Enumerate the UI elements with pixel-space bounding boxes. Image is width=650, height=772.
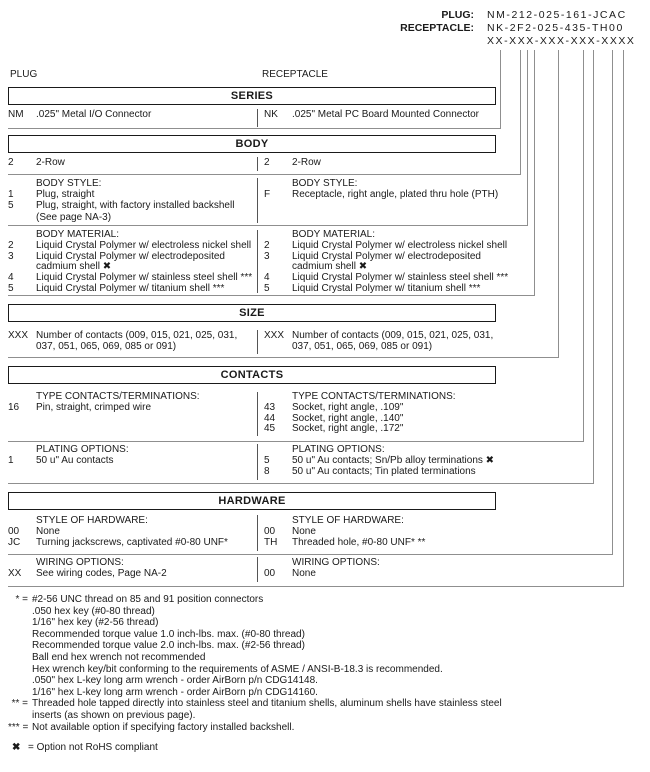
heading-spacer: [264, 178, 292, 189]
option-text: Turning jackscrews, captivated #0-80 UNF*: [36, 537, 228, 549]
contact-type-plug-cell: [8, 392, 256, 436]
option-text: Liquid Crystal Polymer w/ electroless nickel shell: [36, 239, 252, 251]
body-material-receptacle-cell: [257, 229, 509, 294]
option-line: [264, 526, 500, 537]
receptacle-column-title: RECEPTACLE: [262, 69, 328, 80]
section-header-series: [8, 87, 496, 105]
option-text: 50 u" Au contacts; Sn/Pb alloy terminations ✖: [292, 455, 495, 467]
option-code: NM: [8, 109, 24, 120]
part-number-mask: XX-XXX-XXX-XXX-XXXX: [487, 35, 636, 47]
option-line: [264, 466, 500, 477]
section-title: BODY: [235, 138, 269, 150]
footnote-triple-star: [8, 722, 502, 734]
option-text: Liquid Crystal Polymer w/ electrodeposited: [292, 250, 481, 262]
plating-row: [8, 444, 500, 480]
option-code: 1: [8, 455, 14, 467]
option-text: Threaded hole, #0-80 UNF* **: [292, 537, 426, 549]
option-code: 00: [8, 526, 20, 538]
option-text-continuation: cadmium shell ✖: [36, 261, 112, 273]
option-line: [264, 330, 500, 341]
option-text: 50 u" Au contacts; Tin plated terminations: [292, 466, 476, 478]
option-code: JC: [8, 537, 21, 549]
size-row: [8, 330, 500, 354]
option-text-continuation: 037, 051, 065, 069, 085 or 091): [36, 341, 177, 353]
option-text: Socket, right angle, .172": [292, 423, 404, 435]
hardware-style-row: [8, 515, 500, 551]
option-code: XXX: [264, 330, 285, 341]
body-material-row: [8, 229, 509, 294]
option-code: 16: [8, 401, 20, 413]
footnote-star-line: .050 hex key (#0-80 thread): [32, 605, 155, 617]
option-line: [264, 568, 500, 579]
option-code: 1: [8, 189, 14, 201]
heading-spacer: [8, 178, 36, 189]
row-heading: BODY STYLE:: [292, 178, 358, 189]
footnote-star-line: Ball end hex wrench not recommended: [32, 651, 206, 663]
option-text: Liquid Crystal Polymer w/ stainless steel shell ***: [36, 272, 253, 284]
option-line: [8, 526, 256, 537]
body-rowcount-receptacle-cell: [257, 157, 500, 171]
option-line: [264, 157, 500, 168]
option-text: Number of contacts (009, 015, 021, 025, 031,: [292, 330, 494, 341]
option-line: [8, 109, 256, 120]
option-text: 2-Row: [292, 157, 321, 168]
section-header-contacts: [8, 366, 496, 384]
rohs-x-icon: ✖: [12, 742, 21, 754]
option-code-spacer: [8, 212, 36, 223]
row-heading: STYLE OF HARDWARE:: [36, 515, 148, 526]
option-line: [264, 239, 508, 252]
contact-type-row: [8, 392, 500, 436]
section-title: HARDWARE: [218, 495, 286, 507]
contact-type-receptacle-cell: [257, 392, 500, 436]
wiring-plug-cell: [8, 557, 256, 582]
option-code: 4: [264, 272, 270, 284]
option-code: F: [264, 189, 271, 201]
section-header-size: [8, 304, 496, 322]
option-text: .025" Metal I/O Connector: [36, 109, 152, 120]
footnote-triple-star-prefix: *** =: [8, 721, 29, 733]
option-text-continuation: (See page NA-3): [36, 211, 112, 223]
plating-plug-cell: [8, 444, 256, 480]
receptacle-part-number: NK-2F2-025-435-TH00: [487, 22, 624, 34]
size-receptacle-cell: [257, 330, 500, 354]
option-line: [8, 212, 256, 223]
option-line: [8, 284, 256, 295]
option-line: [8, 330, 256, 341]
option-code: 5: [264, 282, 270, 294]
option-text: Plug, straight, with factory installed backshell: [36, 200, 235, 212]
footnote-double-star-continuation: inserts (as shown on previous page).: [32, 709, 196, 721]
heading-spacer: [8, 557, 36, 568]
option-code: 45: [264, 423, 276, 435]
option-code: 8: [264, 466, 270, 478]
option-text: Liquid Crystal Polymer w/ stainless steel shell ***: [292, 272, 509, 284]
row-heading: BODY MATERIAL:: [292, 229, 375, 240]
size-plug-cell: [8, 330, 256, 354]
series-receptacle-cell: [257, 109, 500, 127]
footnote-double-star-text: Threaded hole tapped directly into stainless steel and titanium shells, aluminum shells have stainless steel: [32, 698, 502, 710]
option-line: [264, 284, 500, 295]
option-code: 2: [264, 239, 270, 251]
option-text: Liquid Crystal Polymer w/ titanium shell ***: [292, 282, 481, 294]
footnote-star-line: Recommended torque value 2.0 inch-lbs. max. (#2-56 thread): [32, 640, 305, 652]
option-line: [8, 537, 256, 548]
option-line: [8, 341, 256, 352]
option-text: .025" Metal PC Board Mounted Connector: [292, 109, 479, 120]
row-heading: BODY STYLE:: [36, 178, 102, 189]
option-code: 2: [264, 157, 270, 168]
row-heading: TYPE CONTACTS/TERMINATIONS:: [292, 391, 456, 402]
option-line: [264, 109, 500, 120]
option-code: 2: [8, 157, 14, 168]
section-header-body: [8, 135, 496, 153]
option-code: 00: [264, 568, 276, 580]
hardware-style-plug-cell: [8, 515, 256, 551]
footnotes: [8, 594, 502, 754]
option-code: 43: [264, 401, 276, 413]
wiring-row: [8, 557, 500, 582]
part-number-mask-row: [400, 35, 645, 48]
option-text: Liquid Crystal Polymer w/ electrodeposited: [36, 250, 225, 262]
option-line: [8, 157, 256, 168]
footnote-triple-star-text: Not available option if specifying factory installed backshell.: [32, 721, 295, 733]
option-code: 00: [264, 526, 276, 538]
heading-spacer: [264, 444, 292, 455]
option-line: [264, 424, 500, 435]
footnote-double-star-prefix: ** =: [11, 698, 28, 710]
option-text: See wiring codes, Page NA-2: [36, 568, 167, 580]
series-row: [8, 109, 500, 127]
row-heading: PLATING OPTIONS:: [36, 444, 129, 455]
footnote-star-line: 1/16" hex key (#2-56 thread): [32, 617, 159, 629]
body-material-plug-cell: [8, 230, 256, 293]
option-text: None: [292, 568, 316, 580]
footnote-star-line: Recommended torque value 1.0 inch-lbs. max. (#0-80 thread): [32, 628, 305, 640]
option-text-continuation: 037, 051, 065, 069, 085 or 091): [292, 341, 433, 353]
footnote-double-star: [8, 698, 502, 710]
heading-spacer: [264, 515, 292, 526]
body-rowcount-plug-cell: [8, 157, 256, 171]
option-text: 50 u" Au contacts: [36, 455, 114, 467]
option-line: [8, 241, 256, 252]
option-text: Liquid Crystal Polymer w/ titanium shell ***: [36, 282, 225, 294]
option-line: [8, 455, 256, 466]
option-line: [264, 341, 500, 352]
option-text: Receptacle, right angle, plated thru hole (PTH): [292, 189, 499, 201]
option-code-spacer: [264, 341, 292, 352]
option-code: TH: [264, 537, 278, 549]
option-line: [8, 189, 256, 200]
section-header-hardware: [8, 492, 496, 510]
option-line: [264, 189, 500, 200]
row-heading: BODY MATERIAL:: [36, 229, 119, 240]
option-line: [264, 455, 500, 466]
option-text-continuation: cadmium shell ✖: [292, 261, 368, 273]
body-style-plug-cell: [8, 178, 256, 223]
plug-part-number-row: [400, 9, 645, 22]
option-text: Liquid Crystal Polymer w/ electroless nickel shell: [292, 239, 508, 251]
heading-spacer: [264, 557, 292, 568]
plug-column-title: PLUG: [10, 69, 38, 80]
option-line: [8, 403, 256, 414]
footnote-star-line: .050" hex L-key long arm wrench - order AirBorn p/n CDG14148.: [32, 675, 318, 687]
footnote-star-text: #2-56 UNC thread on 85 and 91 position connectors: [32, 594, 264, 605]
option-code-spacer: [8, 341, 36, 352]
row-heading: WIRING OPTIONS:: [292, 557, 380, 568]
option-text: Number of contacts (009, 015, 021, 025, 031,: [36, 330, 238, 341]
part-number-header: [400, 9, 645, 48]
option-line: [264, 537, 500, 548]
body-style-row: [8, 178, 500, 223]
option-code: 4: [8, 272, 14, 284]
body-rowcount-row: [8, 157, 500, 171]
receptacle-label: RECEPTACLE:: [400, 22, 474, 34]
plug-label: PLUG:: [441, 9, 474, 21]
hardware-style-receptacle-cell: [257, 515, 500, 551]
footnote-star-line: 1/16" hex L-key long arm wrench - order AirBorn p/n CDG14160.: [32, 686, 318, 698]
option-code: 5: [264, 455, 270, 467]
option-code: 3: [264, 250, 270, 262]
option-text: Pin, straight, crimped wire: [36, 401, 152, 413]
option-code: 3: [8, 250, 14, 262]
footnote-star-prefix: * =: [15, 594, 28, 605]
section-title: SIZE: [239, 307, 265, 319]
option-code: NK: [264, 109, 278, 120]
footnote-star-line: Hex wrench key/bit conforming to the requirements of ASME / ANSI-B-18.3 is recommended.: [32, 663, 443, 675]
wiring-receptacle-cell: [257, 557, 500, 582]
option-text: None: [292, 526, 316, 538]
option-code: XX: [8, 568, 22, 580]
row-heading: WIRING OPTIONS:: [36, 557, 124, 568]
receptacle-part-number-row: [400, 22, 645, 35]
option-line: [8, 200, 256, 211]
body-style-receptacle-cell: [257, 178, 500, 223]
option-code: 5: [8, 200, 14, 212]
heading-spacer: [8, 515, 36, 526]
option-text: Socket, right angle, .109": [292, 401, 404, 413]
row-heading: TYPE CONTACTS/TERMINATIONS:: [36, 391, 200, 402]
option-code: XXX: [8, 330, 29, 341]
row-heading: PLATING OPTIONS:: [292, 444, 385, 455]
option-code: 2: [8, 239, 14, 251]
rohs-note: [8, 742, 502, 754]
heading-spacer: [8, 444, 36, 455]
option-code: 44: [264, 412, 276, 424]
rohs-note-text: = Option not RoHS compliant: [28, 742, 158, 754]
option-code: 5: [8, 282, 14, 294]
option-line: [8, 568, 256, 579]
footnote-star: [8, 594, 502, 606]
option-text: Socket, right angle, .140": [292, 412, 404, 424]
section-title: CONTACTS: [220, 369, 284, 381]
plating-receptacle-cell: [257, 444, 500, 480]
section-title: SERIES: [230, 90, 274, 102]
plug-part-number: NM-212-025-161-JCAC: [487, 9, 627, 21]
option-text: 2-Row: [36, 157, 65, 168]
option-text: Plug, straight: [36, 189, 95, 201]
series-plug-cell: [8, 109, 256, 127]
row-heading: STYLE OF HARDWARE:: [292, 515, 404, 526]
option-line: [264, 403, 500, 414]
option-text: None: [36, 526, 60, 538]
